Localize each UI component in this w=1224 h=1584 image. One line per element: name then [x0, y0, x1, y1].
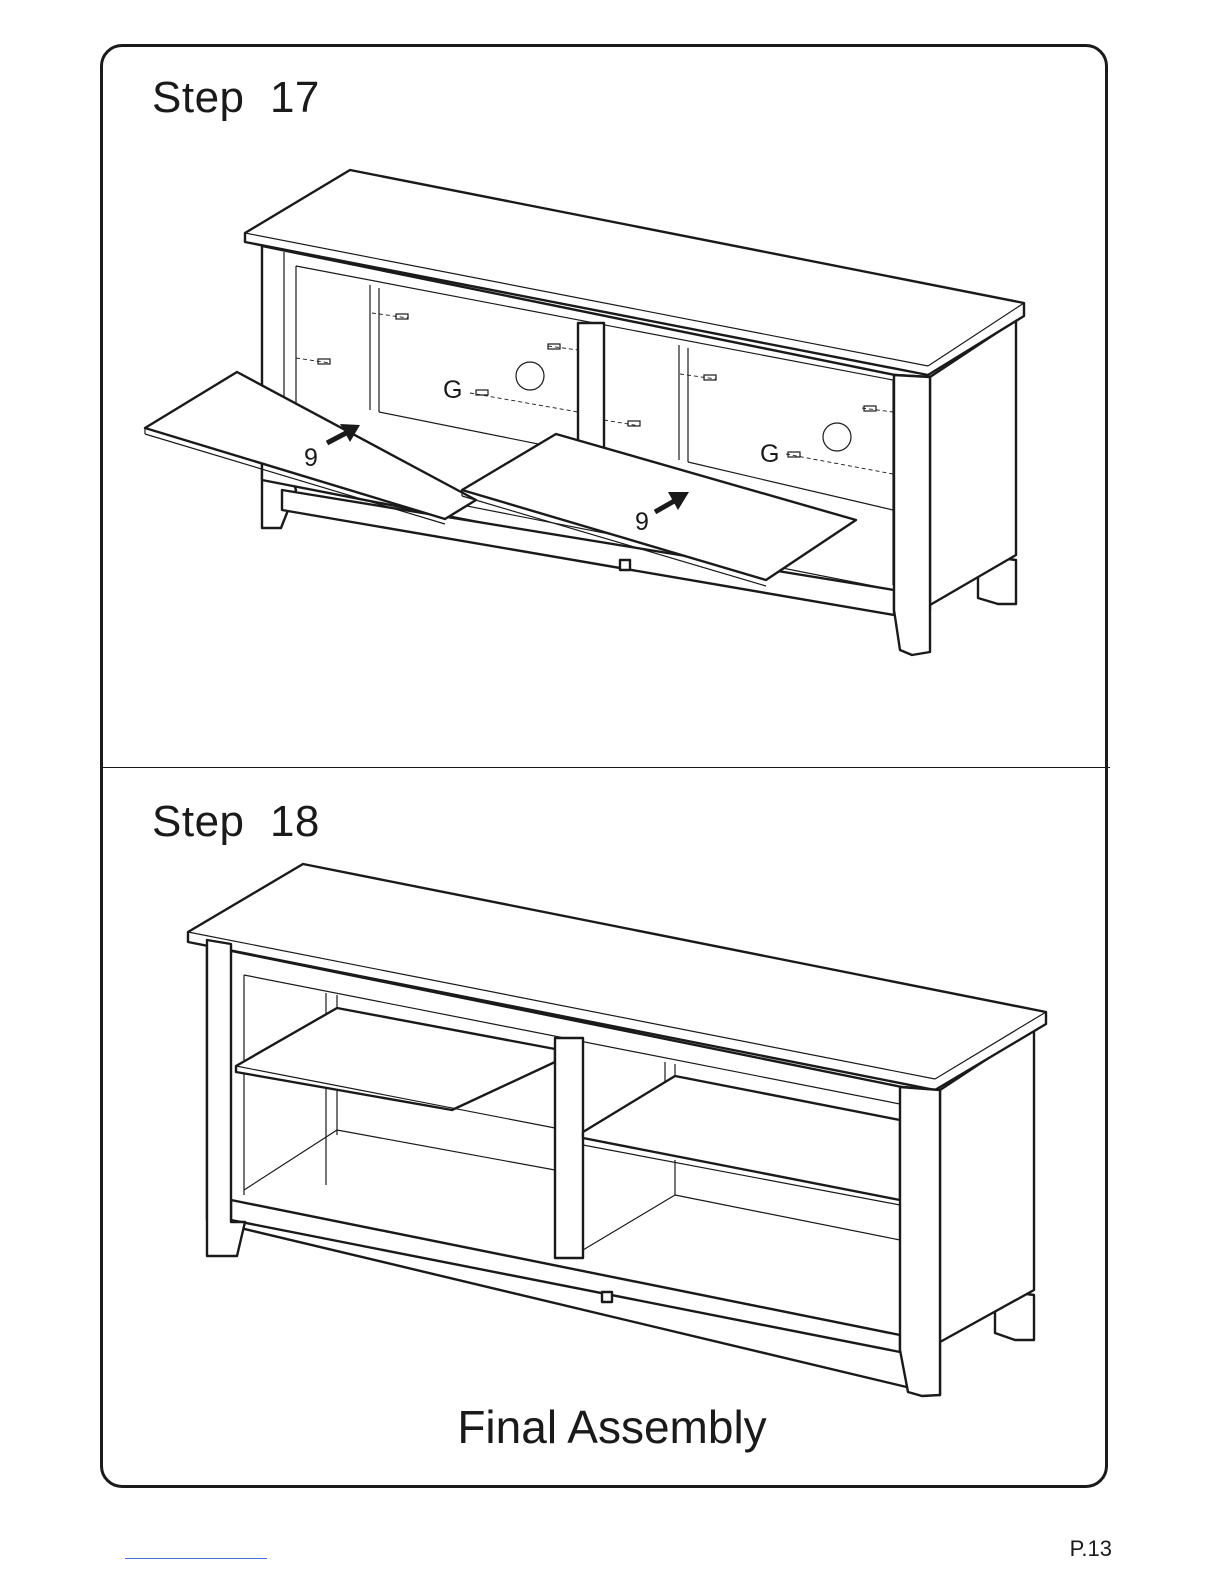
center-divider [555, 1038, 583, 1258]
part-label-g-right: G [760, 440, 780, 468]
front-right-leg [900, 1087, 940, 1396]
page-number: P.13 [1069, 1536, 1112, 1561]
step-18-title: Step 18 [152, 797, 320, 846]
part-label-9-right: 9 [635, 508, 649, 536]
center-support [602, 1292, 612, 1302]
footer-rule [125, 1558, 267, 1559]
final-assembly-caption: Final Assembly [457, 1401, 767, 1453]
part-label-g-left: G [443, 376, 463, 404]
step-17-title: Step 17 [152, 73, 320, 122]
part-label-9-left: 9 [304, 444, 318, 472]
